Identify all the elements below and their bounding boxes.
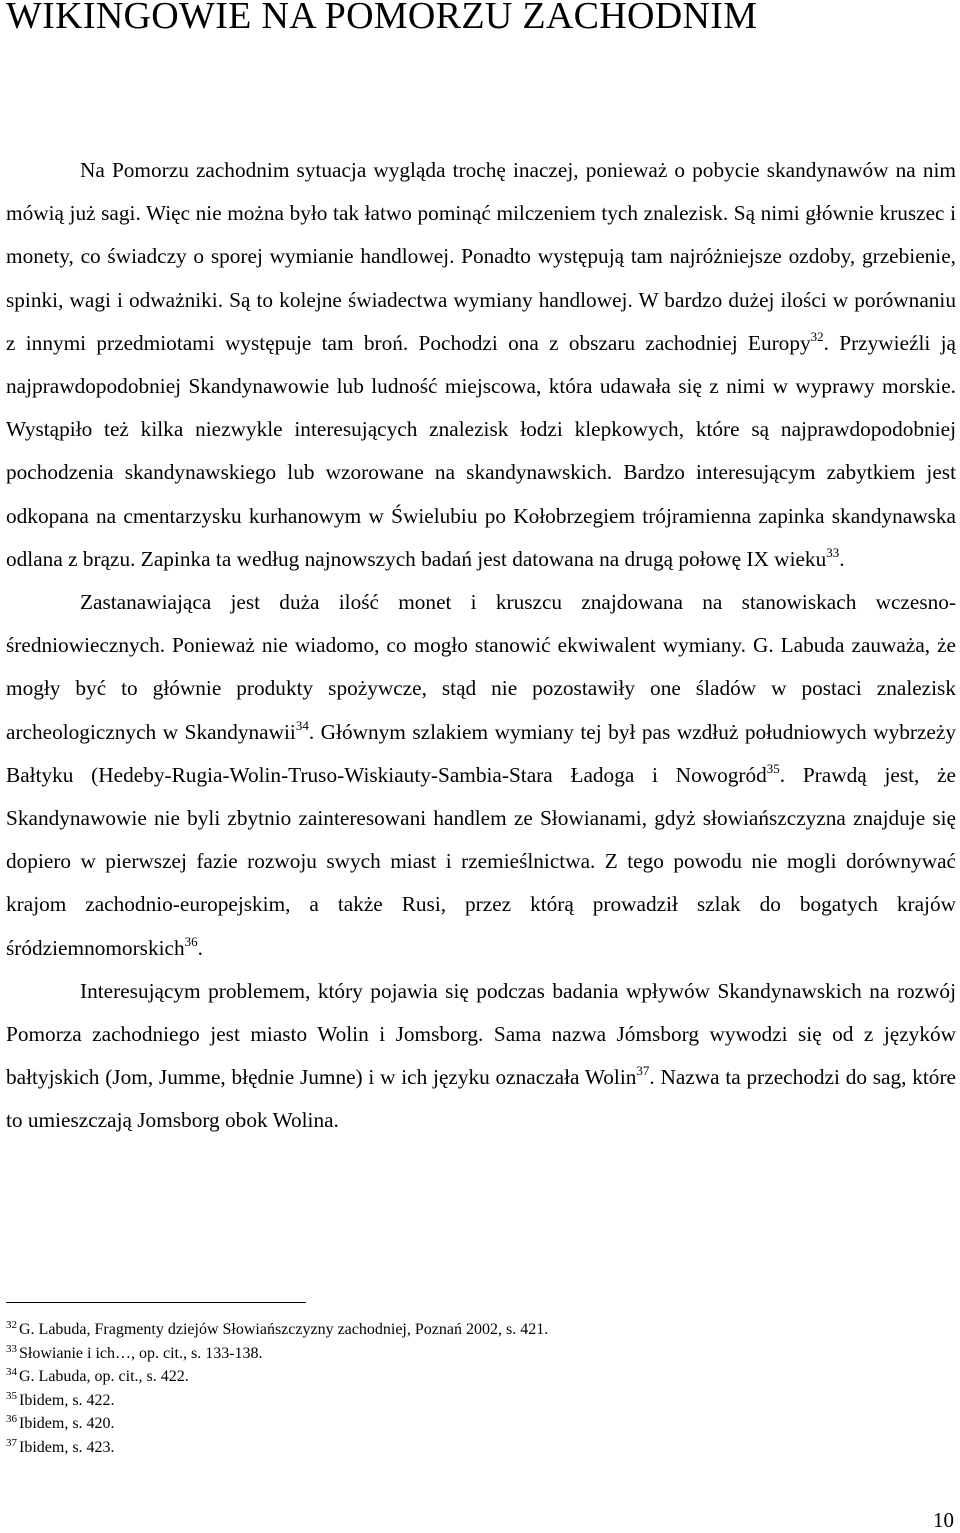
footnote-number: 32: [6, 1319, 17, 1331]
footnote-ref: 37: [636, 1063, 650, 1079]
paragraph-text: . Nazwa ta przechodzi do sag, które to umieszczają Jomsborg obok Wolina.: [6, 1065, 956, 1133]
page-title: WIKINGOWIE NA POMORZU ZACHODNIM: [6, 0, 758, 37]
footnote-item: [6, 1389, 906, 1413]
footnotes: [6, 1318, 906, 1460]
footnote-ref: 34: [295, 717, 309, 733]
paragraph-1: [6, 149, 956, 581]
footnote-ref: 35: [766, 760, 780, 776]
footnote-number: 33: [6, 1342, 17, 1355]
footnote-item: [6, 1412, 906, 1436]
footnote-text: Ibidem, s. 422.: [19, 1391, 115, 1409]
footnote-item: [6, 1436, 906, 1460]
footnote-text: G. Labuda, Fragmenty dziejów Słowiańszczyzny zachodniej, Poznań 2002, s. 421.: [19, 1321, 549, 1338]
footnote-text: Ibidem, s. 423.: [19, 1438, 115, 1456]
body-text: [6, 149, 956, 1143]
paragraph-text: Interesującym problemem, który pojawia się podczas badania wpływów Skandynawskich na rozwój Pomorza zachodniego jest miasto Wolin i Jomsborg. Sama nazwa Jómsborg wywodzi się od z języków bałtyjskich (Jom, Jumme, błędnie Jumne) i w ich języku oznaczała Wolin: [6, 978, 956, 1090]
page-number: 10: [933, 1508, 954, 1532]
footnote-number: 35: [6, 1389, 17, 1402]
footnote-ref: 32: [810, 328, 824, 344]
paragraph-2: [6, 581, 956, 970]
footnote-text: G. Labuda, op. cit., s. 422.: [19, 1368, 189, 1386]
footnote-item: [6, 1318, 906, 1342]
footnote-text: Ibidem, s. 420.: [19, 1415, 115, 1433]
footnote-item: [6, 1342, 906, 1366]
paragraph-text: . Prawdą jest, że Skandynawowie nie byli zbytnio zainteresowani handlem ze Słowianami, gdyż słowiańszczyzna znajduje się dopiero w pierwszej fazie rozwoju swych miast i rzemieślnictwa. Z tego powodu nie mogli dorównywać krajom zachodnio-europejskim, a także Rusi, przez którą prowadził szlak do bogatych krajów śródziemnomorskich: [6, 762, 956, 960]
footnote-ref: 36: [184, 933, 198, 949]
paragraph-3: [6, 970, 956, 1143]
paragraph-text: Zastanawiająca jest duża ilość monet i kruszcu znajdowana na stanowiskach wczesno-średniowiecznych. Ponieważ nie wiadomo, co mogło stanowić ekwiwalent wymiany. G. Labuda zauważa, że mogły być to głównie produkty spożywcze, stąd nie pozostawiły one śladów w postaci znalezisk archeologicznych w Skandynawii: [6, 590, 956, 744]
footnote-separator: [6, 1302, 306, 1303]
footnote-item: [6, 1365, 906, 1389]
footnote-number: 34: [6, 1366, 17, 1379]
paragraph-text: . Przywieźli ją najprawdopodobniej Skandynawowie lub ludność miejscowa, która udawała się z nimi w wyprawy morskie. Wystąpiło też kilka niezwykle interesujących znalezisk łodzi klepkowych, które są najprawdopodobniej pochodzenia skandynawskiego lub wzorowane na skandynawskich. Bardzo interesującym zabytkiem jest odkopana na cmentarzysku kurhanowym w Świelubiu po Kołobrzegiem trójramienna zapinka skandynawska odlana z brązu. Zapinka ta według najnowszych badań jest datowana na drugą połowę IX wieku: [6, 330, 956, 571]
footnote-ref: 33: [826, 544, 840, 560]
footnote-number: 36: [6, 1413, 17, 1426]
paragraph-text: Na Pomorzu zachodnim sytuacja wygląda trochę inaczej, ponieważ o pobycie skandynawów na nim mówią już sagi. Więc nie można było tak łatwo pominąć milczeniem tych znalezisk. Są nimi głównie kruszec i monety, co świadczy o sporej wymianie handlowej. Ponadto występują tam najróżniejsze ozdoby, grzebienie, spinki, wagi i odważniki. Są to kolejne świadectwa wymiany handlowej. W bardzo dużej ilości w porównaniu z innymi przedmiotami występuje tam broń. Pochodzi ona z obszaru zachodniej Europy: [6, 158, 956, 355]
paragraph-text: .: [197, 935, 203, 960]
footnote-text: Słowianie i ich…, op. cit., s. 133-138.: [19, 1344, 263, 1362]
footnote-number: 37: [6, 1436, 17, 1449]
paragraph-text: . Głównym szlakiem wymiany tej był pas wzdłuż południowych wybrzeży Bałtyku (Hedeby-Rugia-Wolin-Truso-Wiskiauty-Sambia-Stara Ładoga i Nowogród: [6, 719, 956, 787]
paragraph-text: .: [839, 546, 845, 571]
